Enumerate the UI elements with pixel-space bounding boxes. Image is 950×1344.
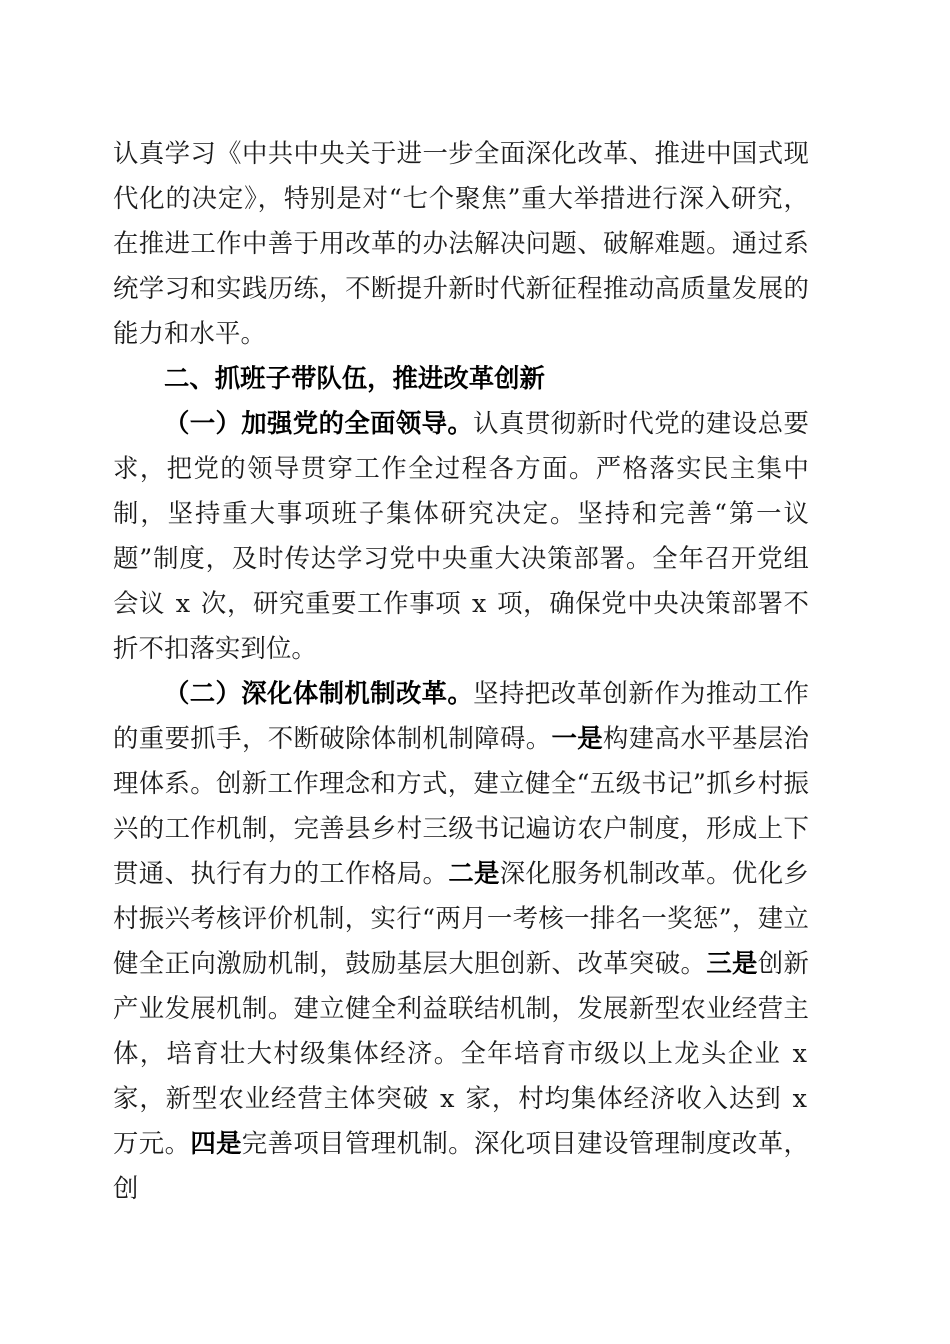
- text-run: 认真贯彻新时代党的建设总要求，把党的领导贯穿工作全过程各方面。严格落实民主集中制，坚持重大事项班子集体研究决定。坚持和完善“第一议题”制度，及时传达学习党中央重大决策部署。全年召开党组会议: [113, 408, 809, 618]
- section-heading: [113, 356, 809, 401]
- text-run: 家，村均集体经济收入达到: [456, 1083, 791, 1113]
- emphasis-run: （二）深化体制机制改革。: [164, 678, 474, 708]
- emphasis-run: 二是: [448, 858, 500, 888]
- text-run: 认真学习《中共中央关于进一步全面深化改革、推进中国式现代化的决定》，特别是对“七个聚焦”重大举措进行深入研究，在推进工作中善于用改革的办法解决问题、破解难题。通过系统学习和实践历练，不断提升新时代新征程推动高质量发展的能力和水平。: [113, 138, 809, 348]
- body-paragraph: [113, 671, 809, 1211]
- emphasis-run: 三是: [706, 948, 758, 978]
- emphasis-run: 一是: [551, 723, 603, 753]
- text-run: 万元。: [113, 1128, 191, 1158]
- document-text-body: [113, 131, 809, 1211]
- text-run: 坚持把改革创新作为推动工作的重要抓手，不断破除体制机制障碍。: [113, 678, 809, 753]
- placeholder-value: x: [792, 1038, 807, 1068]
- placeholder-value: x: [175, 588, 191, 618]
- body-paragraph: [113, 401, 809, 671]
- body-paragraph: [113, 131, 809, 356]
- placeholder-value: x: [472, 588, 487, 618]
- placeholder-value: x: [792, 1083, 808, 1113]
- text-run: 创新产业发展机制。建立健全利益联结机制，发展新型农业经营主体，培育壮大村级集体经济。全年培育市级以上龙头企业: [113, 948, 810, 1068]
- placeholder-value: x: [440, 1083, 455, 1113]
- emphasis-run: 四是: [190, 1128, 242, 1158]
- text-run: 完善项目管理机制。深化项目建设管理制度改革，创: [113, 1128, 810, 1203]
- emphasis-run: （一）加强党的全面领导。: [164, 408, 474, 438]
- text-run: 次，研究重要工作事项: [192, 588, 470, 618]
- text-run: 项，确保党中央决策部署不折不扣落实到位。: [113, 588, 810, 663]
- text-run: 家，新型农业经营主体突破: [113, 1083, 439, 1113]
- text-run: 深化服务机制改革。优化乡村振兴考核评价机制，实行“两月一考核一排名一奖惩”，建立健全正向激励机制，鼓励基层大胆创新、改革突破。: [113, 858, 810, 978]
- emphasis-run: 二、抓班子带队伍，推进改革创新: [164, 363, 545, 393]
- text-run: 构建高水平基层治理体系。创新工作理念和方式，建立健全“五级书记”抓乡村振兴的工作机制，完善县乡村三级书记遍访农户制度，形成上下贯通、执行有力的工作格局。: [113, 723, 809, 888]
